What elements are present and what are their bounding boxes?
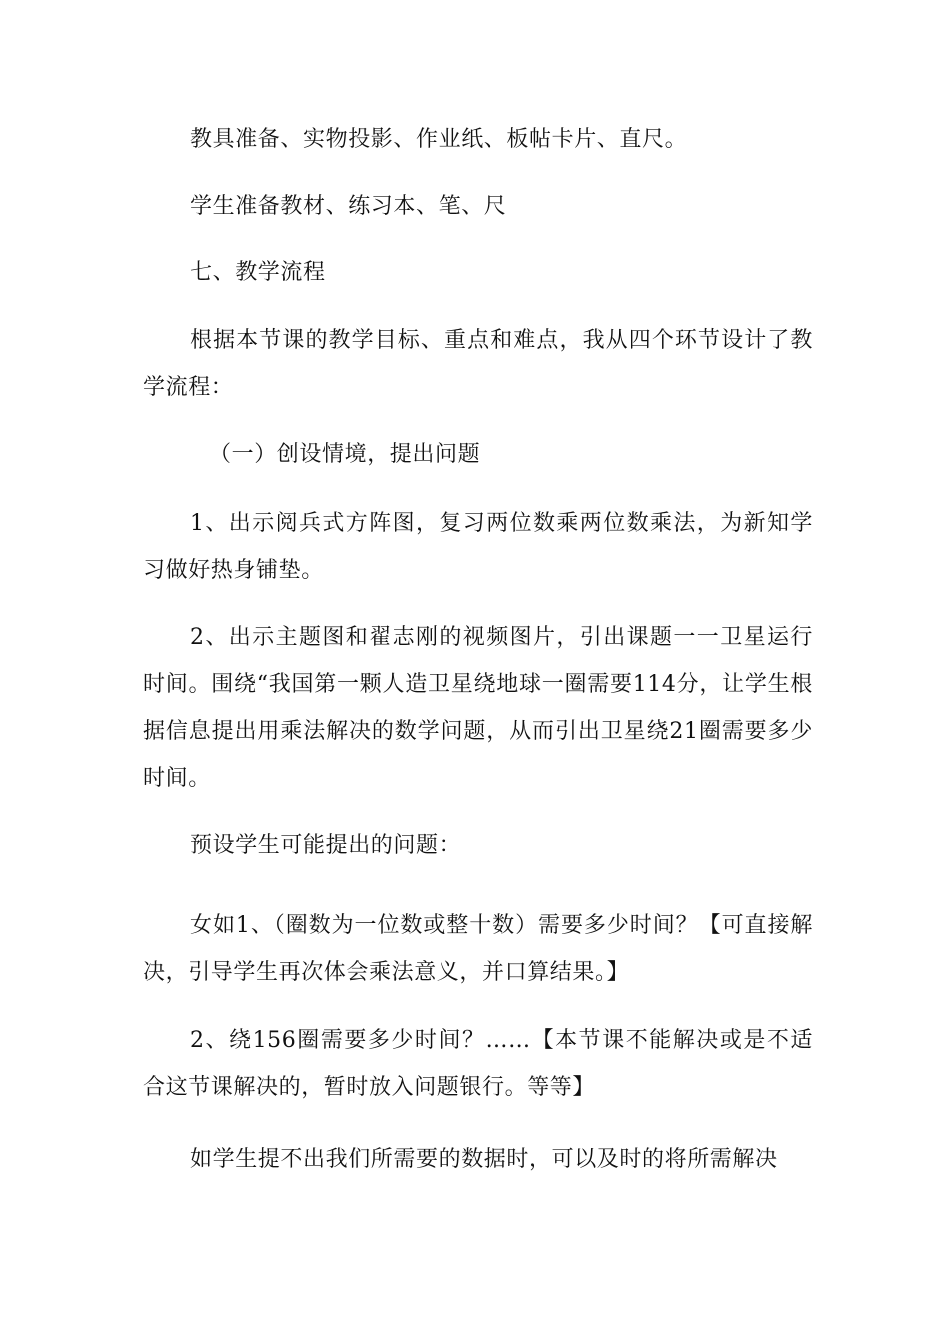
- subheading-create-situation: （一）创设情境，提出问题: [209, 442, 481, 467]
- paragraph-process-intro: 根据本节课的教学目标、重点和难点，我从四个环节设计了教学流程：: [143, 328, 813, 400]
- paragraph-teaching-tools: 教具准备、实物投影、作业纸、板帖卡片、直尺。: [190, 127, 688, 152]
- paragraph-question-2: 2、绕156圈需要多少时间？……【本节课不能解决或是不适合这节课解决的，暂时放入问题银行。等等】: [143, 1028, 813, 1100]
- paragraph-student-materials: 学生准备教材、练习本、笔、尺: [190, 194, 507, 219]
- paragraph-if-students: 如学生提不出我们所需要的数据时，可以及时的将所需解决: [190, 1147, 778, 1172]
- paragraph-item-1: 1、出示阅兵式方阵图，复习两位数乘两位数乘法，为新知学习做好热身铺垫。: [143, 511, 813, 583]
- section-heading-teaching-process: 七、教学流程: [190, 260, 326, 285]
- paragraph-question-1: 女如1、（圈数为一位数或整十数）需要多少时间？【可直接解决，引导学生再次体会乘法意义，并口算结果。】: [143, 913, 813, 985]
- paragraph-item-2: 2、出示主题图和翟志刚的视频图片，引出课题一一卫星运行时间。围绕“我国第一颗人造卫星绕地球一圈需要114分，让学生根据信息提出用乘法解决的数学问题，从而引出卫星绕21圈需要多少时间。: [143, 625, 813, 791]
- paragraph-preset-questions: 预设学生可能提出的问题：: [190, 833, 462, 858]
